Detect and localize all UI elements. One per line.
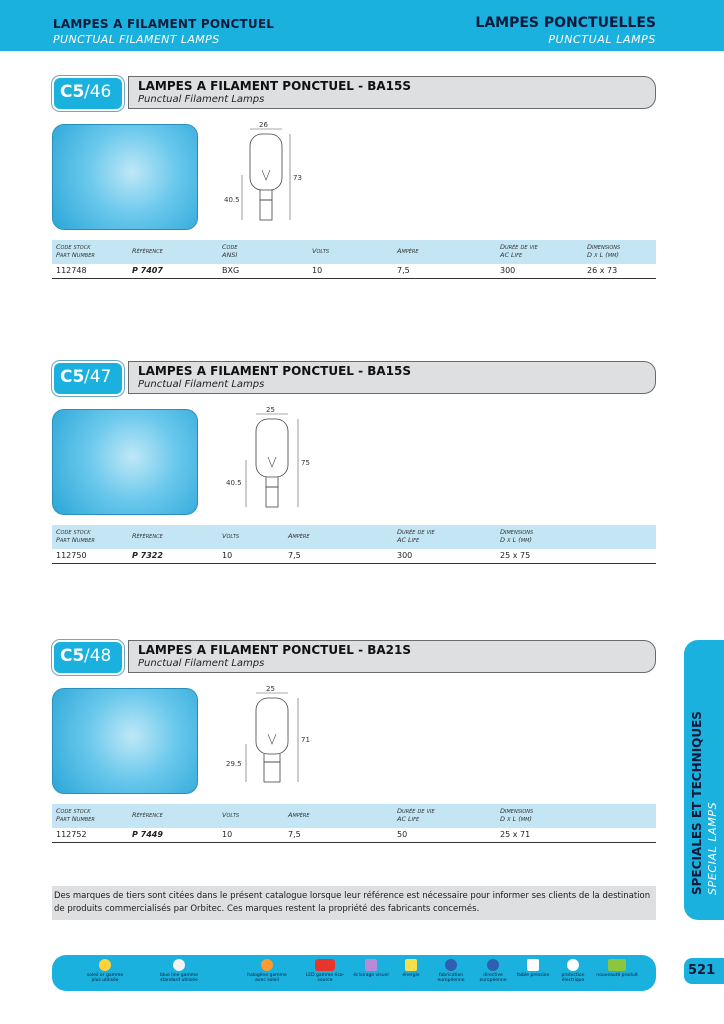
col-reference: Référence [132,247,163,255]
dim-center: 29.5 [226,760,242,768]
cell-ampere: 7,5 [288,551,301,560]
col-part-number: Code stock Part Number [56,528,95,544]
lamp-photo [52,124,198,230]
legend-item: protection électrique [552,959,594,983]
code-prefix: C5 [60,646,85,666]
section-title: LAMPES A FILAMENT PONCTUEL - BA15S [138,364,412,378]
cell-reference: P 7322 [132,551,163,560]
legend-item: éclairage visuel [350,959,392,978]
col-life: Durée de vie AC Life [397,528,435,544]
dim-diameter: 25 [266,685,275,693]
legend-item: fabrication européenne [430,959,472,983]
section-subtitle: Punctual Filament Lamps [138,94,265,105]
col-ampere: Ampère [397,247,419,255]
col-volts: Volts [222,811,240,819]
section-title: LAMPES A FILAMENT PONCTUEL - BA21S [138,643,412,657]
section-subtitle: Punctual Filament Lamps [138,379,265,390]
lamp-dimension-drawing [222,405,332,517]
col-reference: Référence [132,811,163,819]
energy-icon [405,959,417,971]
code-number: /47 [84,367,112,387]
legend-item: blue line gamme standard utilisée [158,959,200,983]
footer-legend-bar [52,955,656,991]
lamp-photo [52,409,198,515]
cell-volts: 10 [222,551,233,560]
new-product-icon [608,959,626,971]
sun-icon [99,959,111,971]
col-reference: Référence [132,532,163,540]
col-ampere: Ampère [288,811,310,819]
cell-volts: 10 [312,266,323,275]
cell-life: 300 [397,551,413,560]
cell-part-number: 112748 [56,266,87,275]
product-section-c5-48 [52,640,656,846]
page-number-tab [684,958,724,984]
header-section-title: LAMPES PONCTUELLES [475,15,656,31]
cell-life: 300 [500,266,516,275]
page-number: 521 [688,963,716,978]
product-section-c5-46 [52,76,656,282]
col-dimensions: Dimensions D x L (mm) [500,528,534,544]
electric-protection-icon [567,959,579,971]
dim-diameter: 25 [266,406,275,414]
trademark-notice-text: Des marques de tiers sont citées dans le présent catalogue lorsque leur référence est nécessaire pour informer ses clients de la destination de produits commercialisés par Orbitec. Ces marques restent la propriété des fabricants concernés. [54,891,651,914]
product-section-c5-47 [52,361,656,567]
legend-item: directive européenne [472,959,514,983]
dim-diameter: 26 [259,121,268,129]
legend-item: faible pression [512,959,554,978]
table-row [52,549,656,564]
col-volts: Volts [312,247,330,255]
dim-center: 40.5 [224,196,240,204]
header-category-title: LAMPES A FILAMENT PONCTUEL [53,17,275,31]
code-prefix: C5 [60,82,85,102]
cell-volts: 10 [222,830,233,839]
cell-ampere: 7,5 [288,830,301,839]
cell-dimensions: 25 x 71 [500,830,531,839]
cell-part-number: 112752 [56,830,87,839]
cell-reference: P 7407 [132,266,163,275]
col-part-number: Code stock Part Number [56,807,95,823]
cell-ampere: 7,5 [397,266,410,275]
col-part-number: Code stock Part Number [56,243,95,259]
col-dimensions: Dimensions D x L (mm) [587,243,621,259]
header-category-subtitle: PUNCTUAL FILAMENT LAMPS [53,33,220,46]
header-section-subtitle: PUNCTUAL LAMPS [548,33,656,46]
low-pressure-icon [527,959,539,971]
code-number: /48 [84,646,112,666]
table-row [52,828,656,843]
halogen-icon [261,959,273,971]
product-code-badge [52,640,124,675]
ce-directive-icon [487,959,499,971]
product-code-badge [52,76,124,111]
col-ampere: Ampère [288,532,310,540]
code-number: /46 [84,82,112,102]
legend-item: énergie [390,959,432,978]
lamp-photo [52,688,198,794]
product-code-badge [52,361,124,396]
cell-dimensions: 25 x 75 [500,551,531,560]
legend-item: LED gamme éco-source [304,959,346,983]
cell-reference: P 7449 [132,830,163,839]
legend-item: soleil or gamme plus utilisée [84,959,126,983]
eu-manufacture-icon [445,959,457,971]
col-life: Durée de vie AC Life [500,243,538,259]
blue-line-icon [173,959,185,971]
table-row [52,264,656,279]
dim-length: 71 [301,736,310,744]
side-tab-subtitle: SPECIAL LAMPS [706,801,719,895]
spec-table-header [52,804,656,828]
dim-center: 40.5 [226,479,242,487]
spec-table-header [52,525,656,549]
section-title: LAMPES A FILAMENT PONCTUEL - BA15S [138,79,412,93]
cell-ansi: BXG [222,266,240,275]
lamp-dimension-drawing [222,120,332,232]
col-volts: Volts [222,532,240,540]
led-icon [315,959,335,971]
lamp-dimension-drawing [222,684,332,796]
trademark-notice [52,886,656,920]
visual-lighting-icon [365,959,377,971]
col-ansi: Code ANSI [222,243,238,259]
section-subtitle: Punctual Filament Lamps [138,658,265,669]
col-dimensions: Dimensions D x L (mm) [500,807,534,823]
code-prefix: C5 [60,367,85,387]
cell-life: 50 [397,830,408,839]
dim-length: 75 [301,459,310,467]
col-life: Durée de vie AC Life [397,807,435,823]
cell-dimensions: 26 x 73 [587,266,618,275]
dim-length: 73 [293,174,302,182]
cell-part-number: 112750 [56,551,87,560]
legend-item: nouveauté produit [596,959,638,978]
spec-table-header [52,240,656,264]
side-tab-title: SPECIALES ET TECHNIQUES [690,711,704,895]
legend-item: halogène gamme avec soleil [246,959,288,983]
